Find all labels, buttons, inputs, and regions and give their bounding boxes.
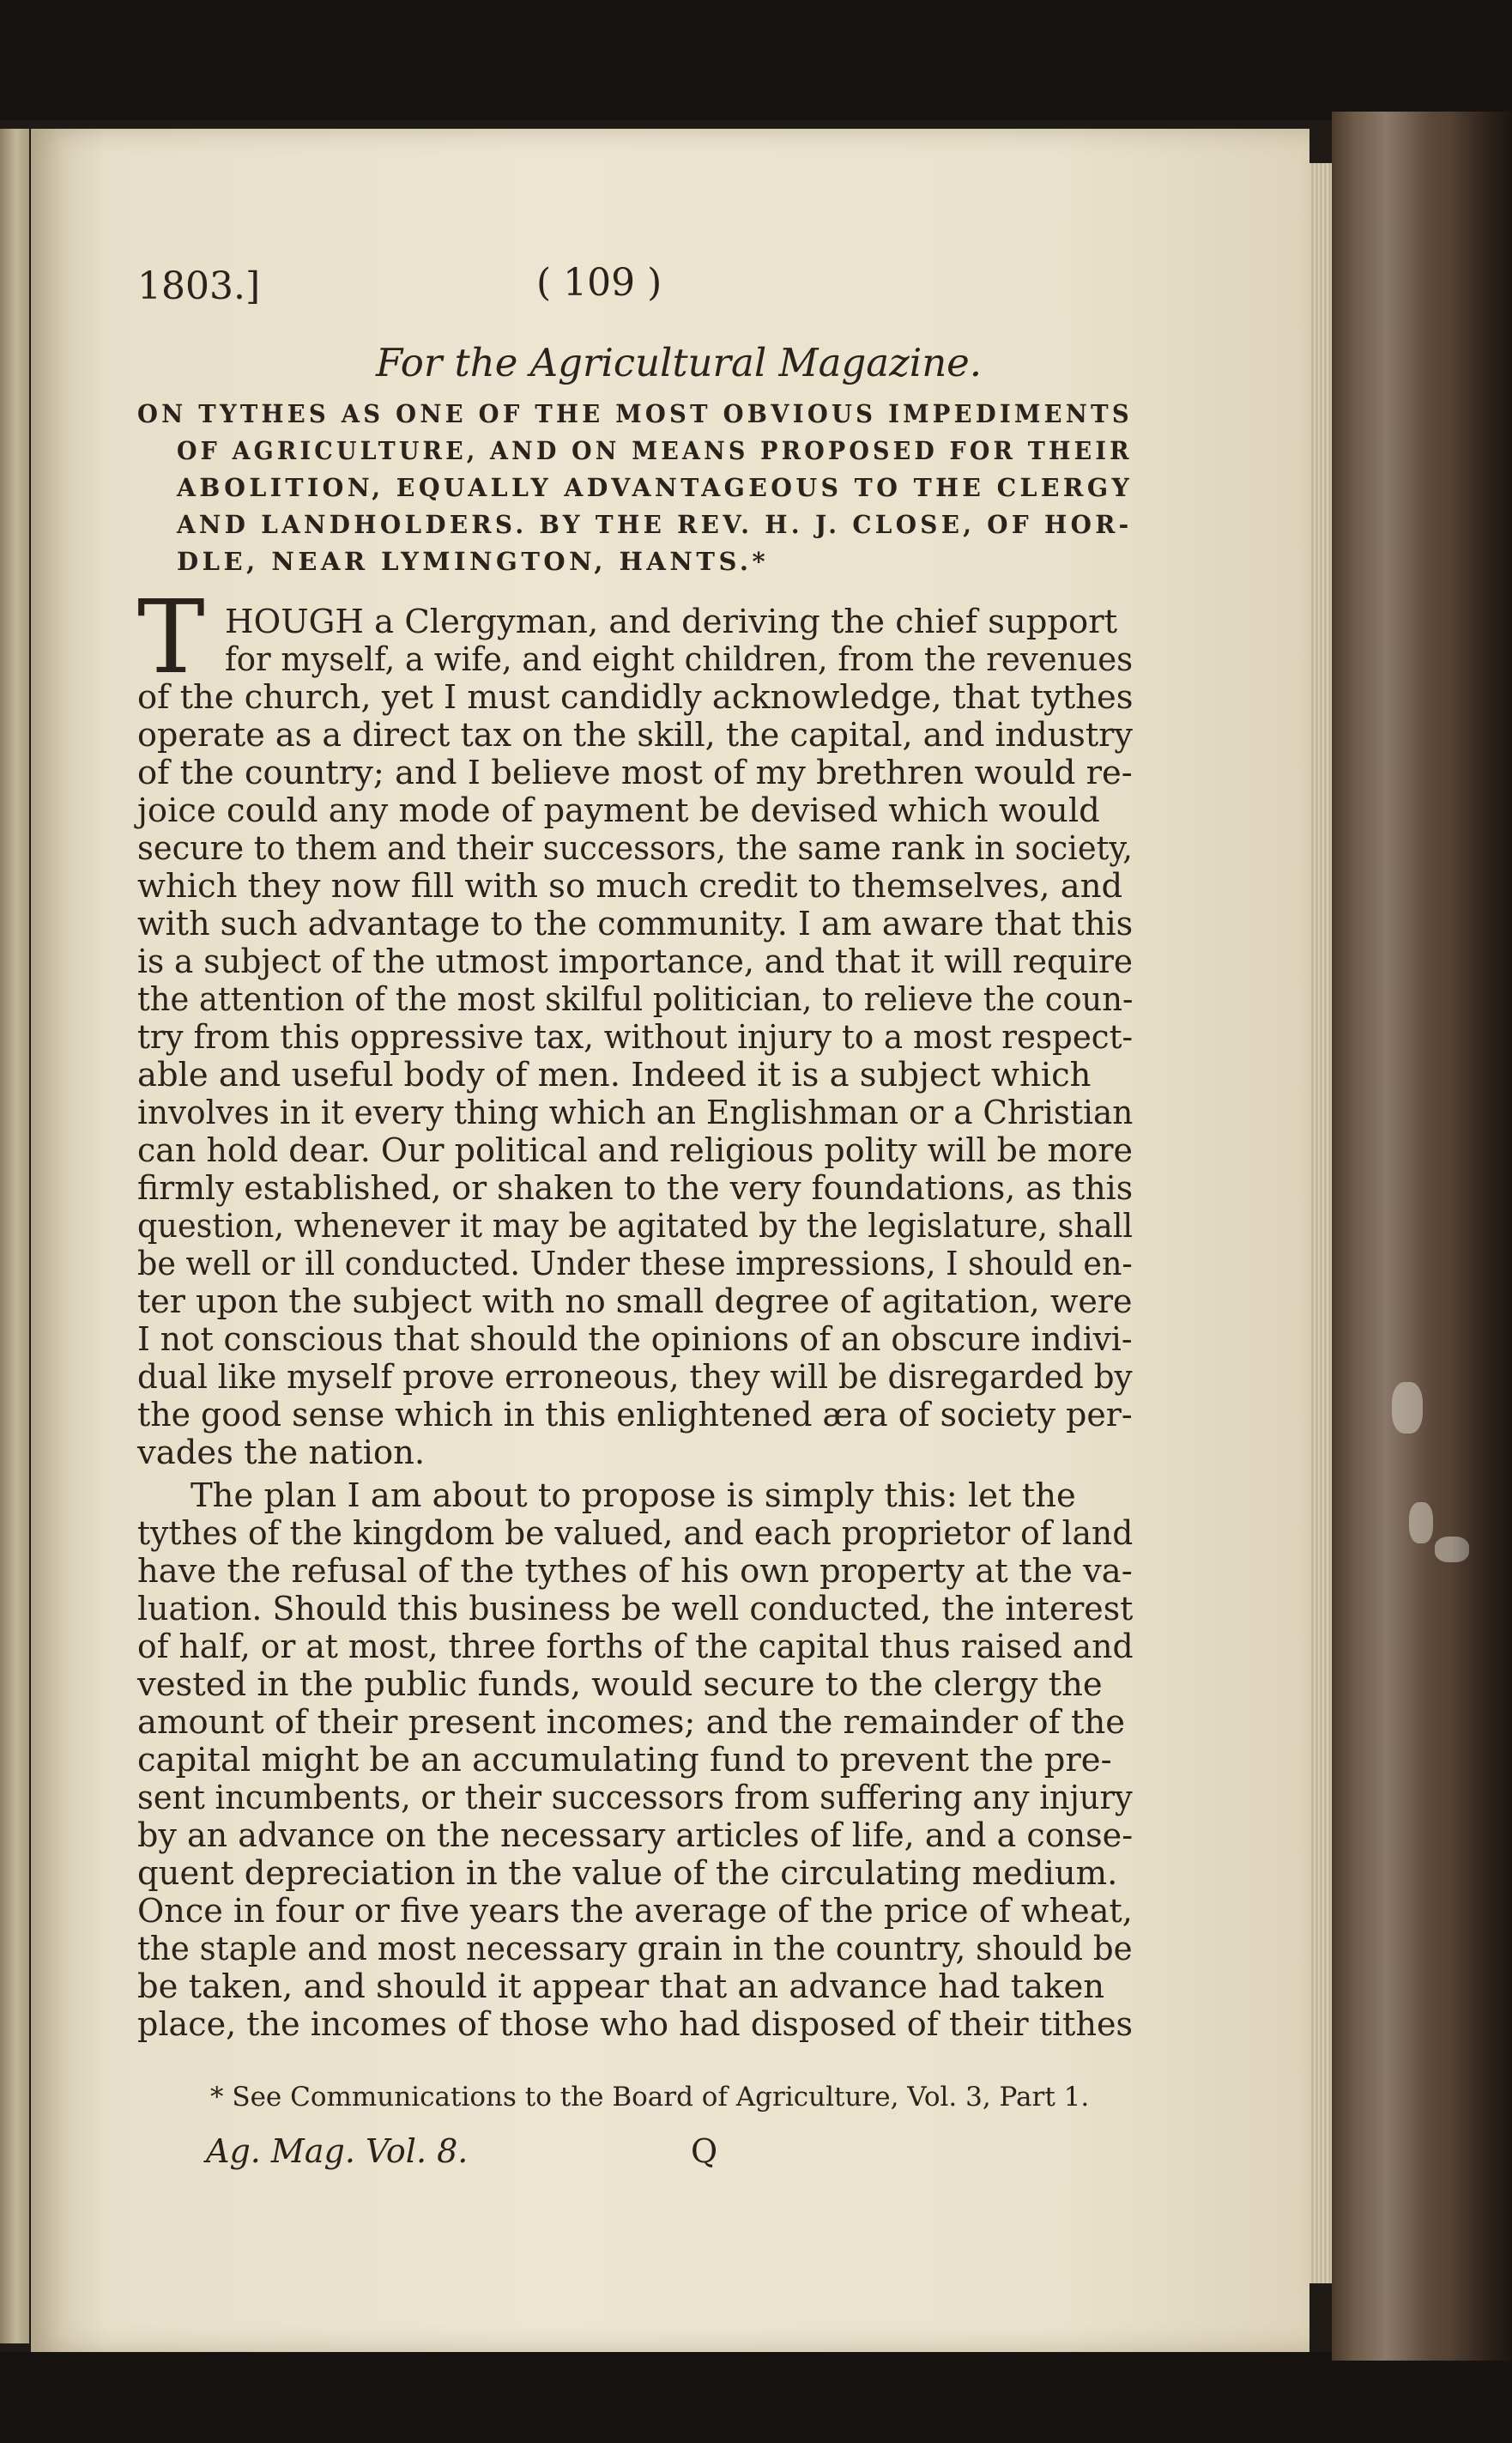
body-line: involves in it every thing which an Englishman or a Christian: [137, 1094, 1134, 1132]
body-line: can hold dear. Our political and religious polity will be more: [137, 1131, 1134, 1170]
signature-line: Ag. Mag. Vol. 8.: [206, 2132, 469, 2170]
heading-line: ON TYTHES AS ONE OF THE MOST OBVIOUS IMPEDIMENTS: [137, 399, 1133, 428]
body-line: is a subject of the utmost importance, and that it will require: [137, 943, 1133, 981]
body-line: of half, or at most, three forths of the capital thus raised and: [137, 1628, 1134, 1666]
body-line: firmly established, or shaken to the very foundations, as this: [137, 1169, 1134, 1208]
body-line: The plan I am about to propose is simply this: let the: [191, 1476, 1076, 1515]
body-line: vades the nation.: [137, 1434, 426, 1472]
body-line: able and useful body of men. Indeed it is a subject which: [137, 1056, 1092, 1094]
body-line: I not conscious that should the opinions of an obscure indivi-: [137, 1320, 1133, 1359]
body-line: for myself, a wife, and eight children, from the revenues: [225, 640, 1134, 679]
body-line: by an advance on the necessary articles of life, and a conse-: [137, 1816, 1134, 1855]
footnote: * See Communications to the Board of Agriculture, Vol. 3, Part 1.: [210, 2082, 1090, 2113]
body-line: ter upon the subject with no small degree of agitation, were: [137, 1282, 1133, 1321]
body-line: HOUGH a Clergyman, and deriving the chief support: [225, 603, 1118, 641]
body-line: capital might be an accumulating fund to prevent the pre-: [137, 1741, 1112, 1779]
spine-wear-mark: [1409, 1502, 1433, 1543]
body-line: try from this oppressive tax, without injury to a most respect-: [137, 1018, 1134, 1057]
body-line: joice could any mode of payment be devised which would: [137, 791, 1100, 830]
body-line: secure to them and their successors, the same rank in society,: [137, 829, 1133, 868]
body-line: dual like myself prove erroneous, they will be disregarded by: [137, 1358, 1133, 1397]
body-line: operate as a direct tax on the skill, the capital, and industry: [137, 716, 1133, 755]
body-line: the good sense which in this enlightened æra of society per-: [137, 1396, 1133, 1434]
body-line: Once in four or five years the average of the price of wheat,: [137, 1892, 1133, 1931]
body-line: be taken, and should it appear that an advance had taken: [137, 1967, 1105, 2006]
body-line: be well or ill conducted. Under these impressions, I should en-: [137, 1245, 1133, 1283]
heading-line: AND LANDHOLDERS. BY THE REV. H. J. CLOSE, OF HOR-: [177, 510, 1133, 539]
fore-edge-shadow: [1450, 112, 1512, 2361]
page-number: ( 109 ): [536, 261, 662, 305]
body-line: vested in the public funds, would secure to the clergy the: [137, 1665, 1103, 1704]
heading-line: OF AGRICULTURE, AND ON MEANS PROPOSED FOR THEIR: [177, 436, 1133, 465]
previous-page-edge: [0, 129, 29, 2343]
body-line: question, whenever it may be agitated by the legislature, shall: [137, 1207, 1134, 1246]
body-line: place, the incomes of those who had disposed of their tithes: [137, 2005, 1134, 2044]
body-line: the attention of the most skilful politician, to relieve the coun-: [137, 980, 1134, 1019]
body-line: tythes of the kingdom be valued, and each proprietor of land: [137, 1514, 1134, 1553]
body-line: of the country; and I believe most of my brethren would re-: [137, 754, 1133, 792]
body-line: have the refusal of the tythes of his own property at the va-: [137, 1552, 1133, 1591]
running-head-year: 1803.]: [137, 264, 261, 308]
section-title: For the Agricultural Magazine.: [376, 340, 983, 385]
body-line: the staple and most necessary grain in the country, should be: [137, 1930, 1133, 1968]
page-stack-edges: [1309, 163, 1332, 2283]
drop-cap: T: [137, 578, 205, 696]
body-line: with such advantage to the community. I am aware that this: [137, 905, 1134, 943]
heading-line: ABOLITION, EQUALLY ADVANTAGEOUS TO THE CLERGY: [177, 473, 1134, 502]
body-line: of the church, yet I must candidly acknowledge, that tythes: [137, 678, 1134, 717]
body-line: sent incumbents, or their successors from suffering any injury: [137, 1779, 1133, 1817]
body-line: amount of their present incomes; and the remainder of the: [137, 1703, 1126, 1742]
body-line: quent depreciation in the value of the circulating medium.: [137, 1854, 1118, 1893]
signature-mark: Q: [691, 2132, 718, 2170]
heading-line: DLE, NEAR LYMINGTON, HANTS.*: [177, 547, 770, 576]
body-line: which they now fill with so much credit to themselves, and: [137, 867, 1123, 906]
spine-wear-mark: [1392, 1382, 1423, 1434]
body-line: luation. Should this business be well conducted, the interest: [137, 1590, 1134, 1628]
